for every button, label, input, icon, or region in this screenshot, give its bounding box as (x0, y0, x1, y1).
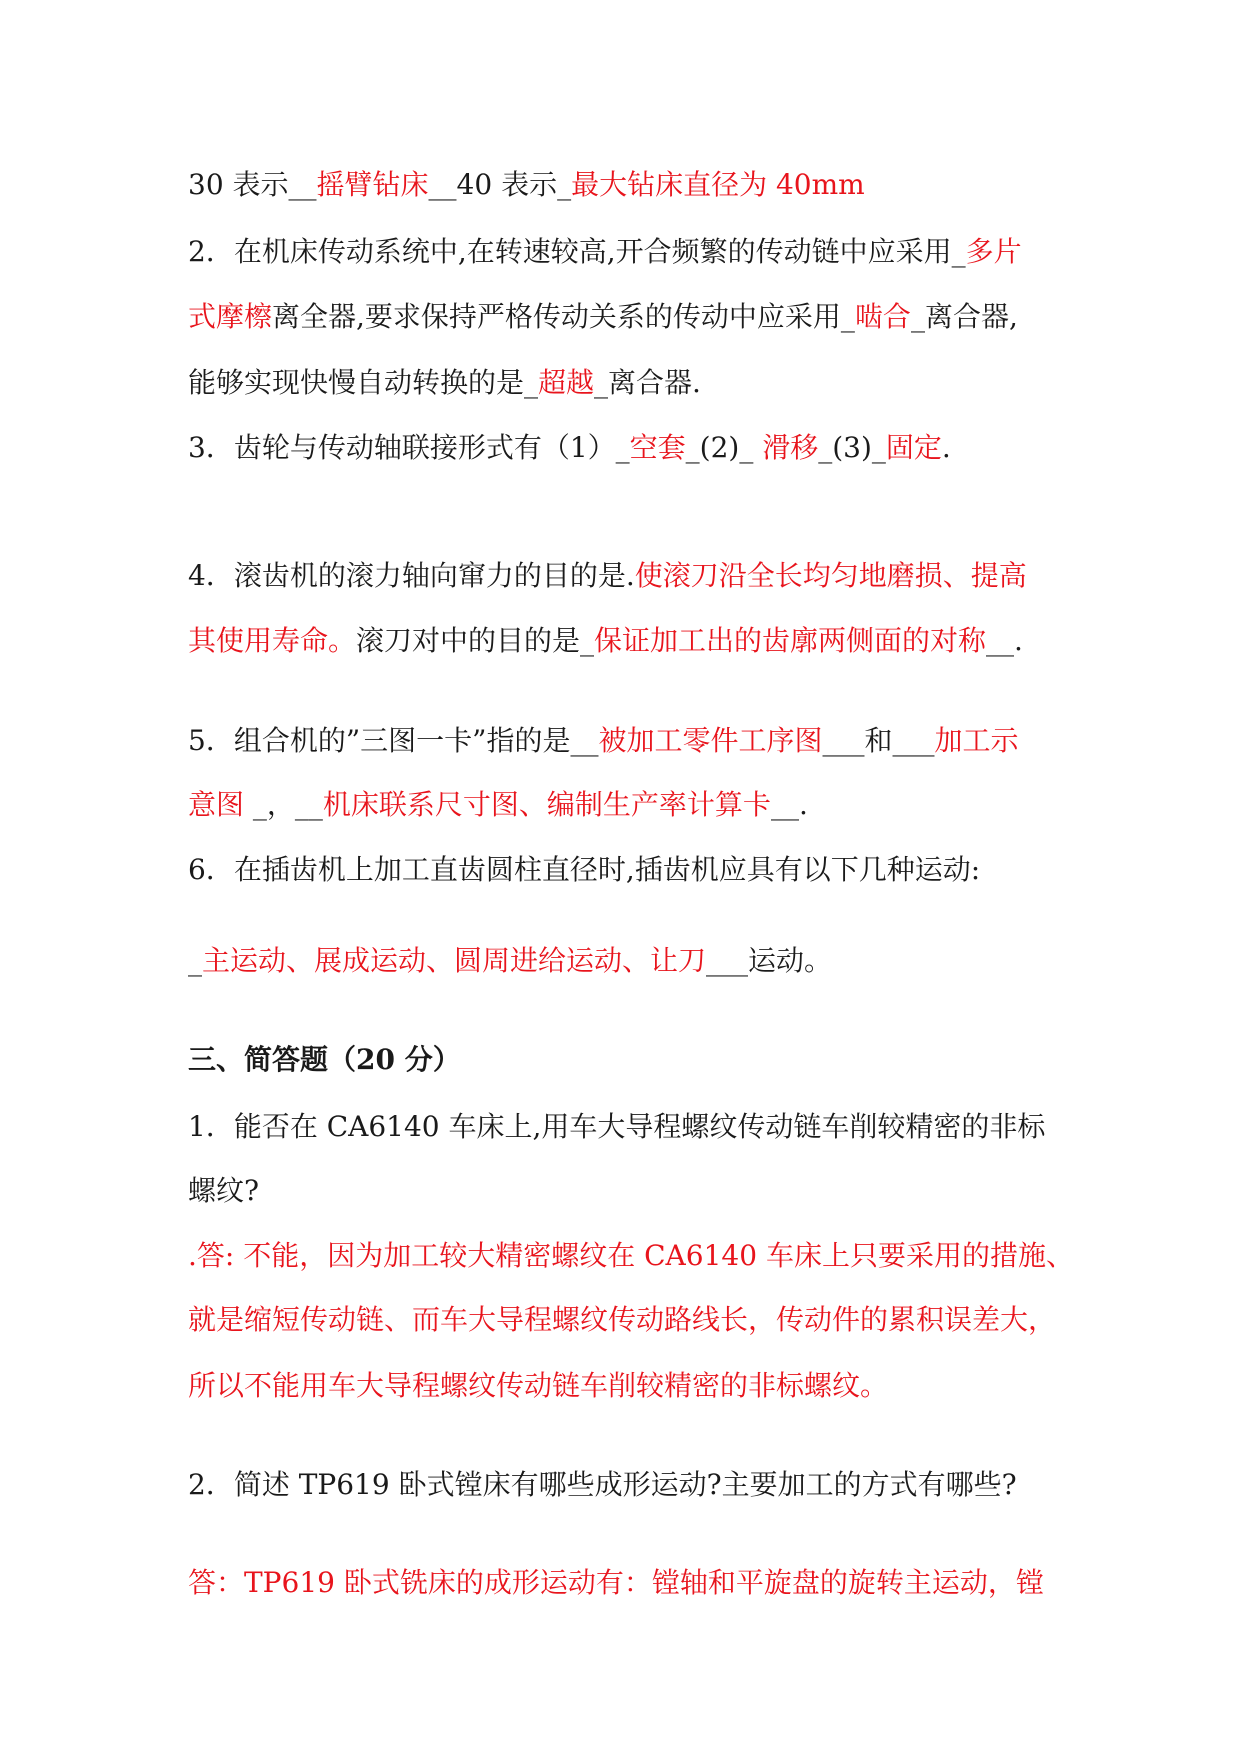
answer-text: 答：TP619 卧式铣床的成形运动有：镗轴和平旋盘的旋转主运动，镗 (188, 1566, 1044, 1599)
question-text: 5．组合机的”三图一卡”指的是__ (188, 724, 599, 757)
answer-text: 所以不能用车大导程螺纹传动链车削较精密的非标螺纹。 (188, 1369, 889, 1402)
text-line (188, 297, 1068, 337)
question-text: _(3)_ (818, 431, 886, 464)
question-text: __. (770, 788, 808, 821)
answer-text: 使滚刀沿全长均匀地磨损、提高 (634, 559, 1027, 592)
text-line (188, 232, 1068, 272)
answer-line (188, 1563, 1068, 1603)
text-line (188, 165, 1068, 205)
answer-text: 啮合 (854, 300, 911, 333)
text-line (188, 721, 1068, 761)
question-text: _ (188, 944, 202, 977)
question-text: 1．能否在 CA6140 车床上,用车大导程螺纹传动链车削较精密的非标 (188, 1110, 1046, 1143)
question-text: 30 表示__ (188, 168, 317, 201)
answer-text: 机床联系尺寸图、编制生产率计算卡 (322, 788, 771, 821)
answer-text: 就是缩短传动链、而车大导程螺纹传动路线长，传动件的累积误差大， (188, 1303, 1057, 1336)
answer-text: 被加工零件工序图 (598, 724, 823, 757)
question-text: _离合器. (594, 366, 701, 399)
answer-text: 空套 (629, 431, 686, 464)
answer-text: .答: 不能，因为加工较大精密螺纹在 CA6140 车床上只要采用的措施、 (188, 1239, 1074, 1272)
answer-text: 式摩檫 (188, 300, 273, 333)
question-text: __40 表示_ (428, 168, 572, 201)
question-text: 6．在插齿机上加工直齿圆柱直径时,插齿机应具有以下几种运动: (188, 853, 981, 886)
question-text: 能够实现快慢自动转换的是_ (188, 366, 539, 399)
answer-text: 加工示 (934, 724, 1019, 757)
text-line (188, 1107, 1068, 1147)
question-text: 3．齿轮与传动轴联接形式有（1）_ (188, 431, 630, 464)
question-text: 三、简答题（20 分） (188, 1043, 461, 1076)
question-text: ___运动。 (706, 944, 833, 977)
section-heading (188, 1040, 1068, 1080)
answer-line (188, 1366, 1068, 1406)
answer-text: 意图 (188, 788, 245, 821)
answer-line (188, 1236, 1074, 1276)
question-text: 4．滚齿机的滚力轴向窜力的目的是. (188, 559, 635, 592)
answer-text: 摇臂钻床 (316, 168, 429, 201)
question-text: 滚刀对中的目的是_ (356, 624, 595, 657)
answer-text: 多片 (965, 235, 1022, 268)
question-text: _(2)_ (685, 431, 763, 464)
text-line (188, 850, 1068, 890)
answer-text: 超越 (538, 366, 595, 399)
question-text: _，__ (244, 788, 323, 821)
text-line (188, 1171, 1068, 1211)
question-text: 螺纹? (188, 1174, 260, 1207)
answer-text: 固定 (885, 431, 942, 464)
text-line (188, 556, 1068, 596)
answer-line (188, 1300, 1068, 1340)
text-line (188, 428, 1068, 468)
question-text: 离全器,要求保持严格传动关系的传动中应采用_ (272, 300, 855, 333)
question-text: 2．简述 TP619 卧式镗床有哪些成形运动?主要加工的方式有哪些? (188, 1468, 1017, 1501)
answer-text: 主运动、展成运动、圆周进给运动、让刀 (202, 944, 707, 977)
answer-text: 保证加工出的齿廓两侧面的对称 (594, 624, 987, 657)
answer-text: 滑移 (762, 431, 819, 464)
answer-text: 最大钻床直径为 40mm (571, 168, 865, 201)
question-text: ___和___ (822, 724, 935, 757)
question-text: _离合器, (910, 300, 1018, 333)
question-text: . (941, 431, 951, 464)
answer-text: 其使用寿命。 (188, 624, 357, 657)
text-line (188, 1465, 1068, 1505)
question-text: __. (986, 624, 1023, 657)
text-line (188, 363, 1068, 403)
text-line (188, 941, 1068, 981)
question-text: 2．在机床传动系统中,在转速较高,开合频繁的传动链中应采用_ (188, 235, 966, 268)
text-line (188, 785, 1068, 825)
text-line (188, 621, 1068, 661)
